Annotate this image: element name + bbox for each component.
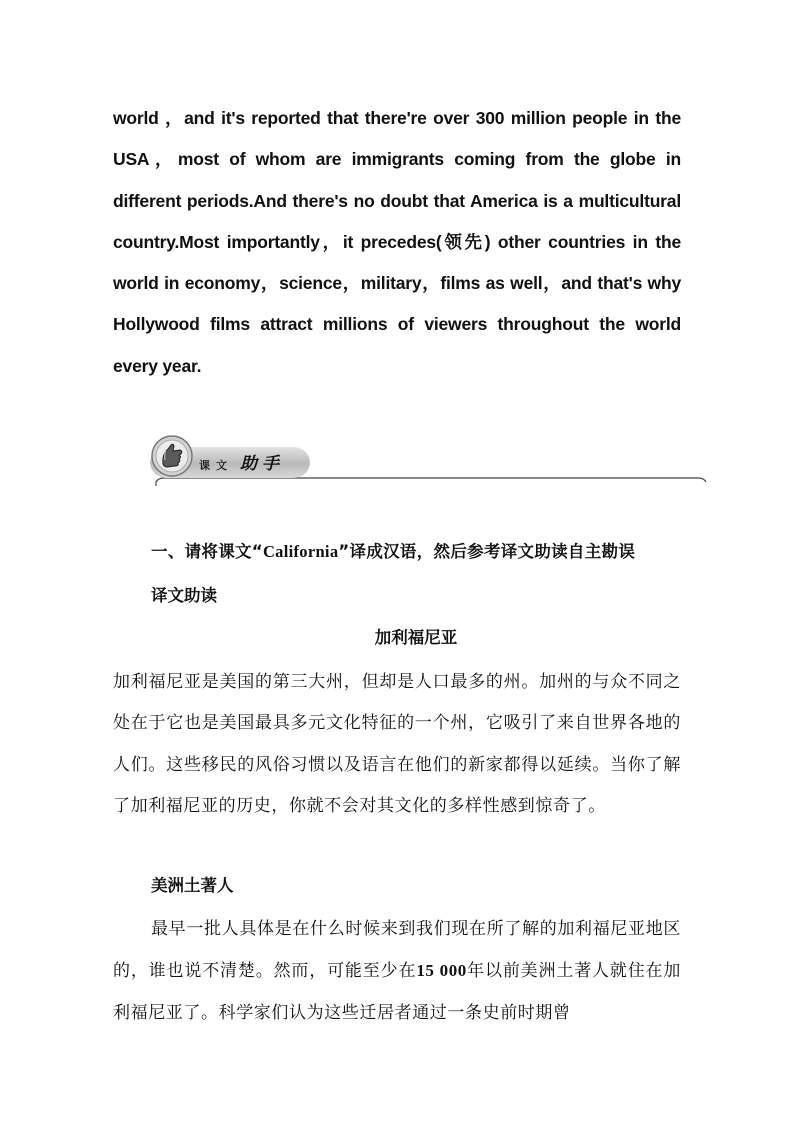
translation-subheading: 美洲土著人: [151, 876, 234, 895]
english-paragraph: world ，and it's reported that there're over 300 million people in the USA，most of whom are immigrants coming from the globe in different periods.And there's no doubt that America is a multicultural country.Most importantly，it precedes(领先) other countries in the world in economy，science，military，films as well，and that's why Hollywood films attract millions of viewers throughout the world every year.: [113, 108, 681, 376]
translation-paragraph-2-part2: 年以前美洲土著人就住在加利福尼亚了。科学家们认为这些迁居者通过一条史前时期曾: [113, 961, 681, 1023]
banner-big-label: 助手: [240, 454, 284, 474]
translation-title: 加利福尼亚: [374, 628, 458, 647]
translation-paragraph-2: [113, 909, 681, 1034]
section-heading-part1: 一、请将课文“: [151, 542, 263, 561]
section-heading-part2: ”译成汉语，然后参考译文助读自主勘误: [338, 542, 636, 561]
translation-paragraph-2-number: 15 000: [416, 961, 467, 981]
hand-pointer-icon: [150, 434, 194, 478]
translation-paragraph-1: 加利福尼亚是美国的第三大州，但却是人口最多的州。加州的与众不同之处在于它也是美国最具多元文化特征的一个州，它吸引了来自世界各地的人们。这些移民的风俗习惯以及语言在他们的新家都得以延续。当你了解了加利福尼亚的历史，你就不会对其文化的多样性感到惊奇了。: [113, 672, 681, 816]
translation-paragraph-2-part1: 最早一批人具体是在什么时候来到我们现在所了解的加利福尼亚地区的，谁也说不清楚。然而，可能至少在: [113, 919, 681, 982]
section-subheading: 译文助读: [151, 586, 217, 605]
section-banner: [150, 432, 710, 490]
section-heading-english: California: [262, 542, 339, 561]
section-heading: [151, 538, 635, 562]
banner-small-label: 课文: [199, 459, 233, 472]
